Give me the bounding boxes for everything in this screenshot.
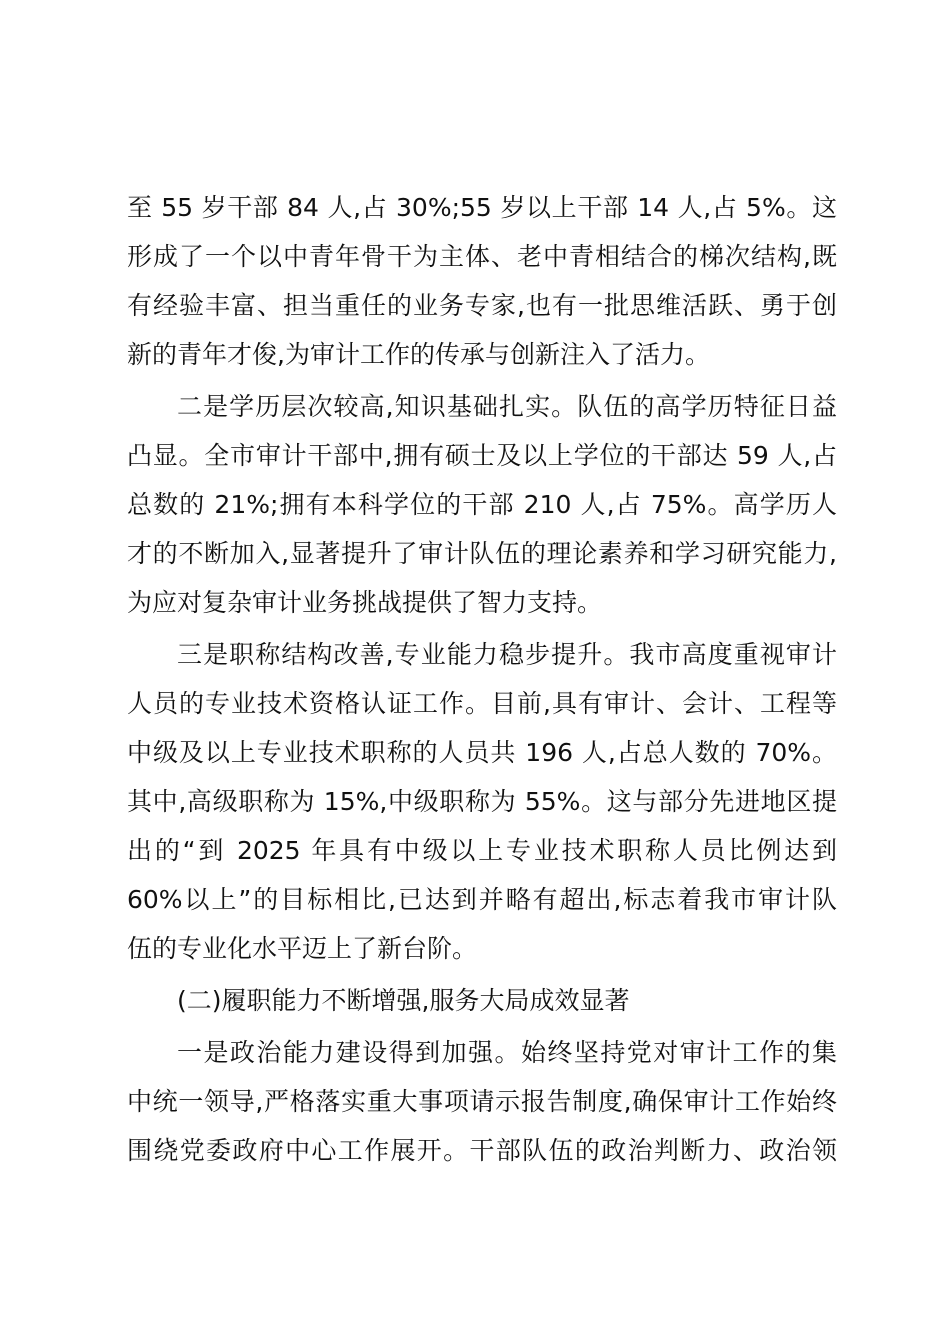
text-line: 出的“到 2025 年具有中级以上专业技术职称人员比例达到	[127, 836, 837, 865]
paragraph-first-line: 三是职称结构改善,专业能力稳步提升。我市高度重视审计	[177, 640, 837, 669]
paragraph-first-line: 二是学历层次较高,知识基础扎实。队伍的高学历特征日益	[177, 392, 837, 421]
text-line: 形成了一个以中青年骨干为主体、老中青相结合的梯次结构,既	[127, 242, 837, 271]
text-line: 至 55 岁干部 84 人,占 30%;55 岁以上干部 14 人,占 5%。这	[127, 193, 837, 222]
text-line: 凸显。全市审计干部中,拥有硕士及以上学位的干部达 59 人,占	[127, 441, 837, 470]
text-line: 围绕党委政府中心工作展开。干部队伍的政治判断力、政治领	[127, 1136, 837, 1165]
text-line: 中统一领导,严格落实重大事项请示报告制度,确保审计工作始终	[127, 1087, 837, 1116]
paragraph-first-line: 一是政治能力建设得到加强。始终坚持党对审计工作的集	[177, 1038, 837, 1067]
text-line: 才的不断加入,显著提升了审计队伍的理论素养和学习研究能力,	[127, 539, 837, 568]
text-line: 伍的专业化水平迈上了新台阶。	[127, 934, 478, 963]
text-line: 其中,高级职称为 15%,中级职称为 55%。这与部分先进地区提	[127, 787, 837, 816]
section-heading: (二)履职能力不断增强,服务大局成效显著	[177, 986, 630, 1015]
text-line: 中级及以上专业技术职称的人员共 196 人,占总人数的 70%。	[127, 738, 837, 767]
text-line: 为应对复杂审计业务挑战提供了智力支持。	[127, 588, 603, 617]
text-line: 人员的专业技术资格认证工作。目前,具有审计、会计、工程等	[127, 689, 837, 718]
text-line: 有经验丰富、担当重任的业务专家,也有一批思维活跃、勇于创	[127, 291, 837, 320]
text-line: 新的青年才俊,为审计工作的传承与创新注入了活力。	[127, 340, 710, 369]
text-line: 总数的 21%;拥有本科学位的干部 210 人,占 75%。高学历人	[127, 490, 837, 519]
text-line: 60%以上”的目标相比,已达到并略有超出,标志着我市审计队	[127, 885, 837, 914]
